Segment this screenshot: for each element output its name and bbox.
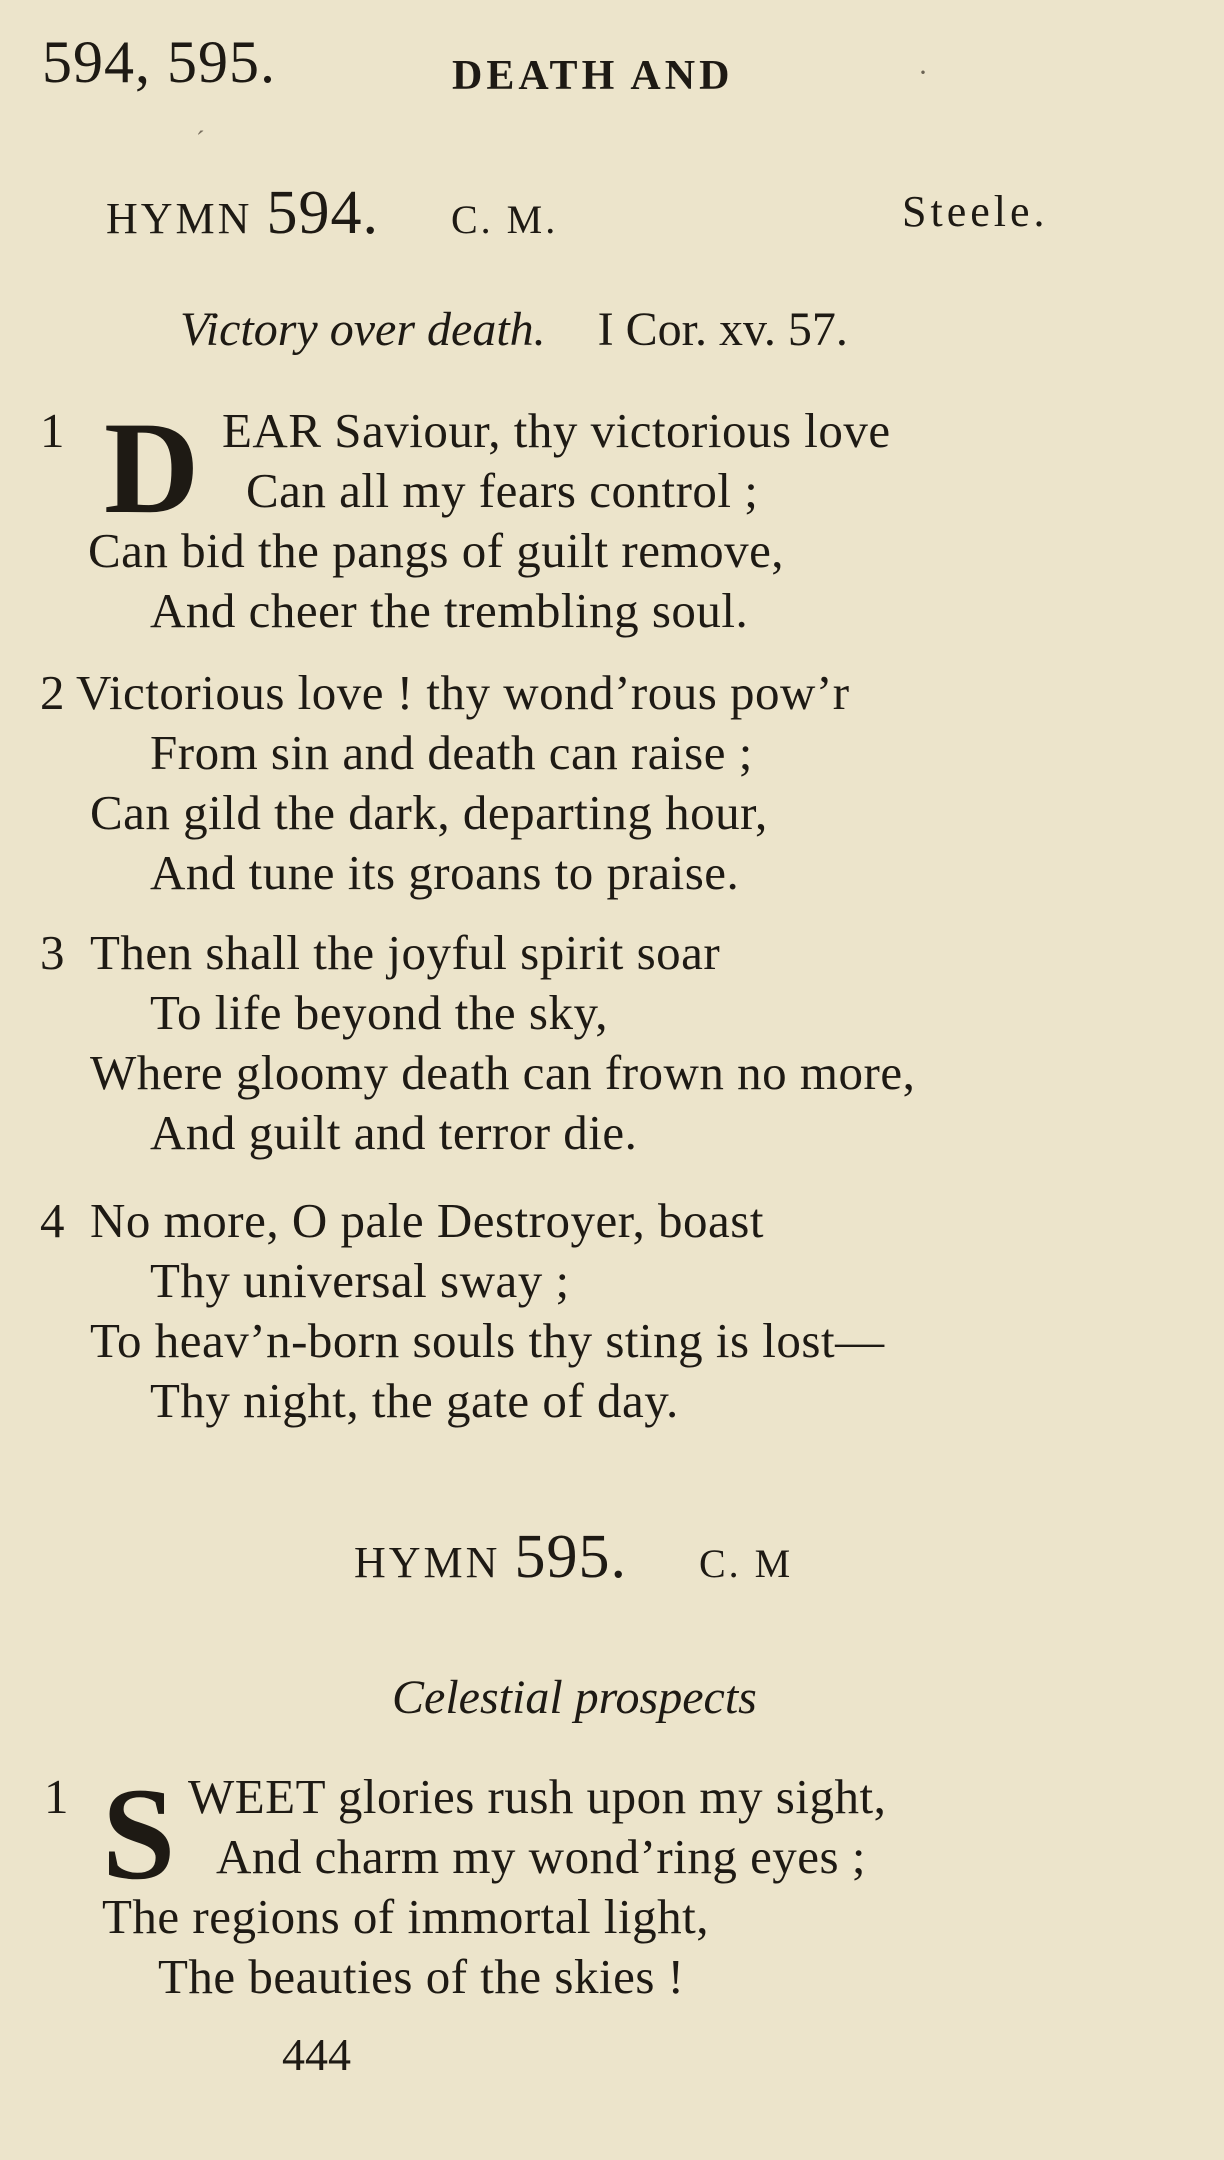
verse-line: And cheer the trembling soul. [150, 583, 749, 638]
ink-tick-mark: ˊ [196, 126, 205, 155]
verse-number: 1 [44, 1769, 69, 1824]
speck-mark: · [918, 56, 928, 89]
hymn-594-heading [106, 178, 558, 249]
verse-line: Thy night, the gate of day. [150, 1373, 679, 1428]
verse-line: Can gild the dark, departing hour, [90, 785, 768, 840]
page-hymn-numbers: 594, 595. [42, 29, 276, 95]
verse-line: No more, O pale Destroyer, boast [90, 1193, 764, 1248]
hymn-label: HYMN [106, 194, 253, 243]
subtitle-text: Victory over death. [180, 303, 546, 356]
scripture-reference: I Cor. xv. 57. [597, 303, 848, 356]
drop-cap: D [104, 394, 200, 541]
verse-line: The regions of immortal light, [102, 1889, 709, 1944]
folio-number: 444 [282, 2029, 351, 2080]
hymn-meter: C. M [698, 1541, 794, 1586]
verse-line: Victorious love ! thy wond’rous pow’r [76, 665, 850, 720]
verse-line: Can all my fears control ; [246, 463, 759, 518]
verse-line: And guilt and terror die. [150, 1105, 638, 1160]
verse-line: And tune its groans to praise. [150, 845, 740, 900]
verse-line: And charm my wond’ring eyes ; [216, 1829, 866, 1884]
verse-number: 4 [40, 1193, 65, 1248]
hymn-594-subtitle [180, 302, 848, 357]
verse-number: 2 [40, 665, 65, 720]
verse-number: 1 [40, 403, 65, 458]
subtitle-text: Celestial prospects [392, 1671, 757, 1724]
hymn-595-heading [354, 1522, 793, 1593]
hymn-label: HYMN [354, 1538, 501, 1587]
verse-line: To life beyond the sky, [150, 985, 609, 1040]
verse-line: The beauties of the skies ! [158, 1949, 685, 2004]
verse-line: Thy universal sway ; [150, 1253, 570, 1308]
verse-line: WEET glories rush upon my sight, [188, 1769, 887, 1824]
verse-line: Can bid the pangs of guilt remove, [88, 523, 785, 578]
verse-line: From sin and death can raise ; [150, 725, 753, 780]
verse-line: Where gloomy death can frown no more, [90, 1045, 916, 1100]
verse-number: 3 [40, 925, 65, 980]
hymn-number: 594. [266, 179, 379, 247]
drop-cap: S [102, 1760, 176, 1907]
hymn-number: 595. [514, 1523, 627, 1591]
hymn-meter: C. M. [450, 197, 559, 242]
verse-line: EAR Saviour, thy victorious love [222, 403, 891, 458]
running-head: DEATH AND [452, 53, 734, 99]
hymn-author: Steele. [902, 187, 1049, 236]
verse-line: To heav’n-born souls thy sting is lost— [90, 1313, 885, 1368]
verse-line: Then shall the joyful spirit soar [90, 925, 721, 980]
hymn-595-subtitle [392, 1670, 757, 1725]
